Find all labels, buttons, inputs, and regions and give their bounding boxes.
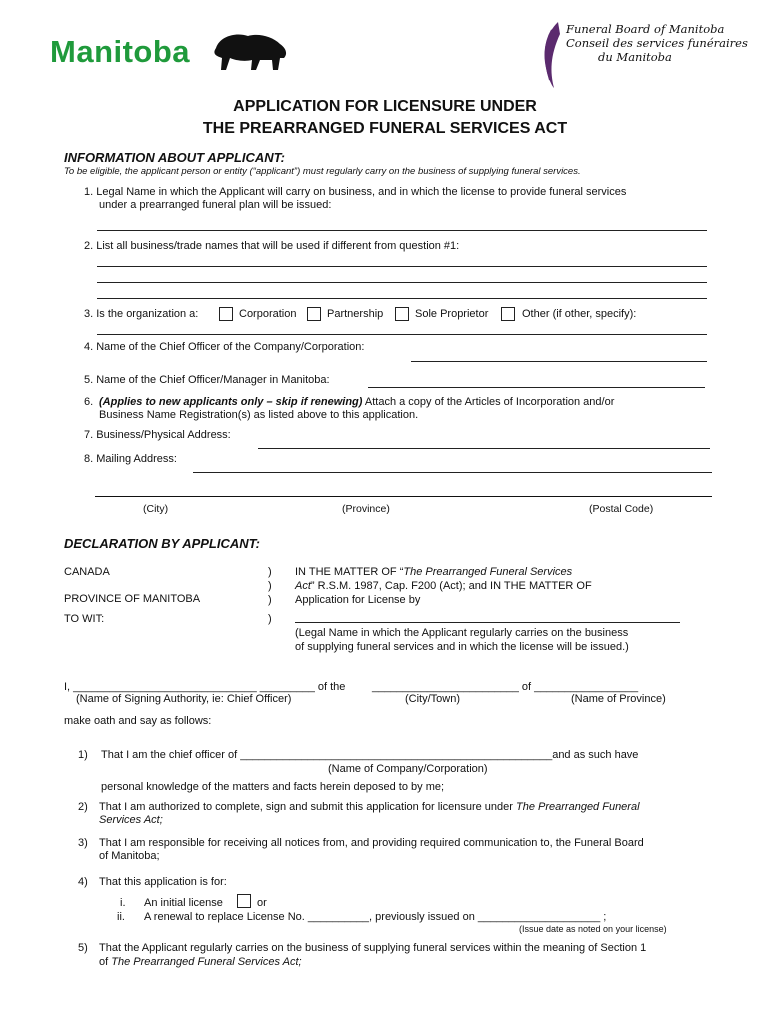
page-title-line2: THE PREARRANGED FUNERAL SERVICES ACT xyxy=(202,120,568,137)
partnership-label: Partnership xyxy=(327,308,384,320)
decl-3-num: 3) xyxy=(78,837,88,849)
decl-2-act: The Prearranged Funeral xyxy=(516,801,640,813)
city-province-line[interactable]: ________________________ of _________________ xyxy=(372,681,639,693)
sole-proprietor-label: Sole Proprietor xyxy=(415,308,489,320)
decl-1-text[interactable]: That I am the chief officer of ___________________________________________________and as such have xyxy=(101,749,639,761)
paren-4: ) xyxy=(268,613,272,625)
decl-5-of: of xyxy=(99,956,112,968)
decl-2-line2: Services Act; xyxy=(99,814,163,826)
initial-license-checkbox[interactable] xyxy=(237,894,251,908)
legal-name-note-1: (Legal Name in which the Applicant regularly carries on the business xyxy=(295,627,629,639)
question-1-line2: under a prearranged funeral plan will be issued: xyxy=(99,199,332,211)
corporation-checkbox[interactable] xyxy=(219,307,233,321)
signing-line[interactable]: I, ______________________________ _________ of the xyxy=(64,681,346,693)
board-name-fr: Conseil des services funéraires xyxy=(566,36,748,50)
physical-address-field[interactable] xyxy=(258,448,710,449)
paren-1: ) xyxy=(268,566,272,578)
decl-4-num: 4) xyxy=(78,876,88,888)
page-title-line1: APPLICATION FOR LICENSURE UNDER xyxy=(233,98,537,115)
decl-4-i-num: i. xyxy=(120,897,126,909)
chief-officer-field[interactable] xyxy=(411,361,707,362)
decl-3-line2: of Manitoba; xyxy=(99,850,160,862)
eligibility-note: To be eligible, the applicant person or entity (“applicant”) must regularly carry on the business of supplying funeral services. xyxy=(64,166,581,177)
question-4: 4. Name of the Chief Officer of the Company/Corporation: xyxy=(84,341,365,353)
trade-name-field-3[interactable] xyxy=(97,298,707,299)
decl-5-num: 5) xyxy=(78,942,88,954)
partnership-checkbox[interactable] xyxy=(307,307,321,321)
question-6-line1 xyxy=(99,395,614,409)
signing-authority-label: (Name of Signing Authority, ie: Chief Officer) xyxy=(76,693,292,705)
decl-2-text: That I am authorized to complete, sign and submit this application for licensure under xyxy=(99,801,517,813)
issue-date-note: (Issue date as noted on your license) xyxy=(519,924,667,934)
decl-2-num: 2) xyxy=(78,801,88,813)
question-5: 5. Name of the Chief Officer/Manager in Manitoba: xyxy=(84,374,330,386)
decl-4-text: That this application is for: xyxy=(99,876,227,888)
province-manitoba-label: PROVINCE OF MANITOBA xyxy=(64,593,201,605)
legal-name-note-2: of supplying funeral services and in which the license will be issued.) xyxy=(295,641,629,653)
legal-name-field[interactable] xyxy=(97,230,707,231)
question-1-line1: 1. Legal Name in which the Applicant will carry on business, and in which the license to provide funeral services xyxy=(84,186,627,198)
manager-field[interactable] xyxy=(368,387,705,388)
canada-label: CANADA xyxy=(64,566,110,578)
question-6-num: 6. xyxy=(84,396,94,408)
question-6-line2: Business Name Registration(s) as listed above to this application. xyxy=(99,409,419,421)
city-label: (City) xyxy=(143,503,169,515)
or-label: or xyxy=(257,897,267,909)
board-name-en: Funeral Board of Manitoba xyxy=(566,22,725,36)
manitoba-logo xyxy=(50,28,295,76)
question-2: 2. List all business/trade names that will be used if different from question #1: xyxy=(84,240,460,252)
company-label: (Name of Company/Corporation) xyxy=(328,763,488,775)
feather-icon xyxy=(538,20,564,90)
city-province-postal-field[interactable] xyxy=(95,496,712,497)
declaration-heading: DECLARATION BY APPLICANT: xyxy=(64,536,260,551)
decl-1-text-2: personal knowledge of the matters and facts herein deposed to by me; xyxy=(101,781,445,793)
bison-icon xyxy=(210,30,290,72)
matter-line2-text: ” R.S.M. 1987, Cap. F200 (Act); and IN THE MATTER OF xyxy=(310,580,592,592)
trade-name-field-1[interactable] xyxy=(97,266,707,267)
paren-3: ) xyxy=(268,594,272,606)
board-name-fr-2: du Manitoba xyxy=(598,50,672,64)
decl-5-line1: That the Applicant regularly carries on the business of supplying funeral services within the meaning of Section 1 xyxy=(99,942,647,954)
province-label: (Province) xyxy=(342,503,390,515)
name-of-province-label: (Name of Province) xyxy=(571,693,666,705)
decl-5-act: The Prearranged Funeral Services Act; xyxy=(111,956,302,968)
mailing-address-field[interactable] xyxy=(193,472,712,473)
paren-2: ) xyxy=(268,580,272,592)
other-label: Other (if other, specify): xyxy=(522,308,637,320)
initial-license-label: An initial license xyxy=(144,897,223,909)
question-3: 3. Is the organization a: xyxy=(84,308,199,320)
decl-2-line1 xyxy=(99,800,640,814)
info-heading: INFORMATION ABOUT APPLICANT: xyxy=(64,150,285,165)
decl-3-line1: That I am responsible for receiving all notices from, and providing required communication to, the Funeral Board xyxy=(99,837,644,849)
to-wit-label: TO WIT: xyxy=(64,613,105,625)
applicant-name-field[interactable] xyxy=(295,622,680,623)
decl-5-line2 xyxy=(99,955,302,969)
matter-line2 xyxy=(295,579,592,593)
other-checkbox[interactable] xyxy=(501,307,515,321)
corporation-label: Corporation xyxy=(239,308,297,320)
question-6-rest: Attach a copy of the Articles of Incorporation and/or xyxy=(362,396,615,408)
matter-act-title: The Prearranged Funeral Services xyxy=(403,566,573,578)
decl-1-num: 1) xyxy=(78,749,88,761)
sole-proprietor-checkbox[interactable] xyxy=(395,307,409,321)
renewal-text[interactable]: A renewal to replace License No. __________, previously issued on ____________________ ; xyxy=(144,911,607,923)
other-specify-field[interactable] xyxy=(97,334,707,335)
postal-code-label: (Postal Code) xyxy=(589,503,654,515)
matter-line1-text: IN THE MATTER OF “ xyxy=(295,566,404,578)
matter-line3: Application for License by xyxy=(295,594,421,606)
manitoba-wordmark: Manitoba xyxy=(50,34,191,69)
trade-name-field-2[interactable] xyxy=(97,282,707,283)
question-8: 8. Mailing Address: xyxy=(84,453,177,465)
oath-text: make oath and say as follows: xyxy=(64,715,212,727)
question-7: 7. Business/Physical Address: xyxy=(84,429,231,441)
city-town-label: (City/Town) xyxy=(405,693,461,705)
matter-act-word: Act xyxy=(295,580,311,592)
question-6-bold: (Applies to new applicants only – skip if renewing) xyxy=(99,396,363,408)
matter-line1 xyxy=(295,565,572,579)
decl-4-ii-num: ii. xyxy=(117,911,125,923)
funeral-board-logo xyxy=(538,18,758,90)
